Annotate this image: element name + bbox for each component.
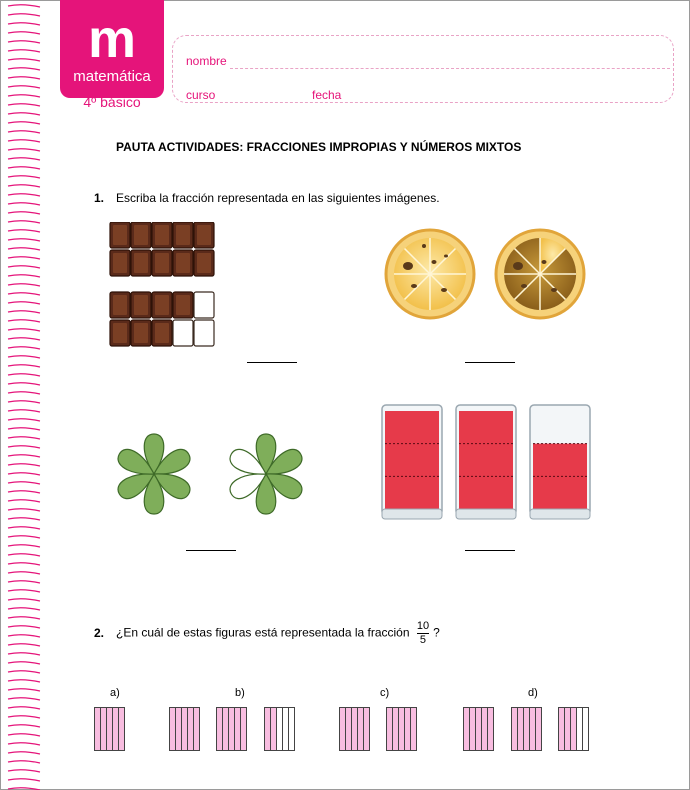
chocolate-piece-highlight <box>155 225 169 245</box>
margin-stroke <box>8 212 40 214</box>
margin-stroke <box>8 437 40 439</box>
margin-stroke <box>8 626 40 628</box>
margin-stroke <box>8 5 40 7</box>
bar-segment <box>364 708 369 750</box>
margin-stroke <box>8 653 40 655</box>
option-c-label: c) <box>380 687 390 699</box>
chocolate-piece-highlight <box>155 323 169 343</box>
answer-blank-glasses[interactable] <box>465 550 515 551</box>
margin-stroke <box>8 680 40 682</box>
margin-stroke <box>8 158 40 160</box>
margin-stroke <box>8 779 40 781</box>
bar-segment <box>488 708 493 750</box>
margin-stroke <box>8 275 40 277</box>
margin-stroke <box>8 356 40 358</box>
question-1-number: 1. <box>94 191 105 205</box>
margin-stroke <box>8 482 40 484</box>
margin-stroke <box>8 131 40 133</box>
margin-stroke <box>8 581 40 583</box>
chocolate-piece-highlight <box>176 225 190 245</box>
chocolate-piece-highlight <box>113 253 127 273</box>
logo-word: matemática <box>73 68 151 85</box>
margin-stroke <box>8 662 40 664</box>
glass-base <box>530 509 590 519</box>
margin-stroke <box>8 761 40 763</box>
pizzas-image <box>384 226 590 326</box>
fraction-denominator: 5 <box>419 634 427 646</box>
margin-stroke <box>8 707 40 709</box>
margin-stroke <box>8 518 40 520</box>
bar-segment <box>119 708 124 750</box>
bar-segment <box>289 708 294 750</box>
margin-stroke <box>8 266 40 268</box>
chocolate-piece <box>194 292 214 318</box>
margin-stroke <box>8 743 40 745</box>
brand-logo <box>60 0 164 98</box>
margin-stroke <box>8 599 40 601</box>
flower-partial <box>226 434 305 514</box>
margin-stroke <box>8 257 40 259</box>
bar-segment <box>583 708 588 750</box>
option-d-label: d) <box>528 687 538 699</box>
question-2-text: ¿En cuál de estas figuras está representada la fracción <box>116 625 410 640</box>
name-field[interactable] <box>230 68 670 69</box>
course-label: curso <box>186 88 216 102</box>
margin-stroke <box>8 770 40 772</box>
margin-stroke <box>8 545 40 547</box>
logo-letter: m <box>87 9 136 69</box>
name-label: nombre <box>186 54 227 68</box>
margin-stroke <box>8 230 40 232</box>
margin-stroke <box>8 167 40 169</box>
page-title: PAUTA ACTIVIDADES: FRACCIONES IMPROPIAS Y NÚMEROS MIXTOS <box>116 140 522 154</box>
option-b-bar[interactable] <box>169 707 200 751</box>
margin-stroke <box>8 401 40 403</box>
notebook-margin-decoration <box>0 0 50 790</box>
margin-stroke <box>8 293 40 295</box>
option-a-bar[interactable] <box>94 707 125 751</box>
answer-blank-chocolate[interactable] <box>247 362 297 363</box>
glass-2 <box>456 405 516 519</box>
grade-label: 4º básico <box>83 94 141 110</box>
margin-stroke <box>8 473 40 475</box>
margin-stroke <box>8 734 40 736</box>
margin-stroke <box>8 140 40 142</box>
question-2 <box>94 620 440 647</box>
question-2-fraction <box>417 620 429 647</box>
margin-stroke <box>8 536 40 538</box>
date-label: fecha <box>312 88 342 102</box>
margin-stroke <box>8 419 40 421</box>
margin-stroke <box>8 725 40 727</box>
margin-stroke <box>8 239 40 241</box>
margin-stroke <box>8 86 40 88</box>
glass-base <box>382 509 442 519</box>
chocolate-piece-highlight <box>113 323 127 343</box>
option-b-bar[interactable] <box>264 707 295 751</box>
bar-segment <box>241 708 246 750</box>
answer-blank-flowers[interactable] <box>186 550 236 551</box>
chocolate-bar-2 <box>110 292 214 346</box>
margin-stroke <box>8 698 40 700</box>
margin-stroke <box>8 563 40 565</box>
margin-stroke <box>8 77 40 79</box>
margin-stroke <box>8 104 40 106</box>
option-c-bar[interactable] <box>339 707 370 751</box>
chocolate-piece-highlight <box>176 295 190 315</box>
chocolate-piece-highlight <box>134 323 148 343</box>
chocolate-piece-highlight <box>155 253 169 273</box>
margin-stroke <box>8 284 40 286</box>
margin-stroke <box>8 392 40 394</box>
margin-stroke <box>8 509 40 511</box>
margin-stroke <box>8 50 40 52</box>
bar-segment <box>411 708 416 750</box>
margin-stroke <box>8 329 40 331</box>
margin-stroke <box>8 320 40 322</box>
chocolate-piece-highlight <box>134 253 148 273</box>
margin-stroke <box>8 446 40 448</box>
margin-stroke <box>8 428 40 430</box>
margin-stroke <box>8 554 40 556</box>
option-c-bar[interactable] <box>386 707 417 751</box>
margin-stroke <box>8 95 40 97</box>
question-1 <box>94 191 440 205</box>
margin-stroke <box>8 383 40 385</box>
margin-stroke <box>8 491 40 493</box>
bar-segment <box>194 708 199 750</box>
glass-juice <box>385 411 439 509</box>
margin-stroke <box>8 500 40 502</box>
chocolate-piece-highlight <box>113 225 127 245</box>
chocolate-piece-highlight <box>155 295 169 315</box>
question-2-number: 2. <box>94 625 105 640</box>
margin-stroke <box>8 752 40 754</box>
margin-stroke <box>8 248 40 250</box>
margin-stroke <box>8 122 40 124</box>
glass-3 <box>530 405 590 519</box>
margin-stroke <box>8 347 40 349</box>
margin-stroke <box>8 14 40 16</box>
flowers-image <box>106 430 316 520</box>
margin-stroke <box>8 617 40 619</box>
option-b-bar[interactable] <box>216 707 247 751</box>
margin-stroke <box>8 455 40 457</box>
margin-stroke <box>8 590 40 592</box>
question-1-text: Escriba la fracción representada en las siguientes imágenes. <box>116 191 440 205</box>
glass-1 <box>382 405 442 519</box>
fraction-numerator: 10 <box>416 620 430 632</box>
margin-stroke <box>8 59 40 61</box>
chocolate-piece-highlight <box>134 225 148 245</box>
margin-stroke <box>8 311 40 313</box>
student-info-box <box>172 35 674 103</box>
margin-stroke <box>8 176 40 178</box>
answer-blank-pizzas[interactable] <box>465 362 515 363</box>
margin-stroke <box>8 113 40 115</box>
margin-stroke <box>8 149 40 151</box>
margin-stroke <box>8 365 40 367</box>
margin-stroke <box>8 32 40 34</box>
glass-base <box>456 509 516 519</box>
margin-stroke <box>8 572 40 574</box>
chocolate-bars-image <box>108 222 220 350</box>
chocolate-piece <box>194 320 214 346</box>
margin-stroke <box>8 410 40 412</box>
chocolate-piece <box>173 320 193 346</box>
margin-stroke <box>8 464 40 466</box>
margin-stroke <box>8 644 40 646</box>
margin-stroke <box>8 689 40 691</box>
option-d-bar[interactable] <box>463 707 494 751</box>
margin-stroke <box>8 68 40 70</box>
option-b-label: b) <box>235 687 245 699</box>
margin-stroke <box>8 374 40 376</box>
margin-stroke <box>8 527 40 529</box>
margin-stroke <box>8 203 40 205</box>
margin-stroke <box>8 608 40 610</box>
flower-whole <box>114 434 193 514</box>
margin-stroke <box>8 221 40 223</box>
margin-stroke <box>8 194 40 196</box>
margin-stroke <box>8 716 40 718</box>
margin-stroke <box>8 338 40 340</box>
chocolate-piece-highlight <box>176 253 190 273</box>
chocolate-bar-1 <box>110 222 214 276</box>
glass-juice <box>459 411 513 509</box>
bar-segment <box>536 708 541 750</box>
margin-stroke <box>8 635 40 637</box>
chocolate-piece-highlight <box>197 253 211 273</box>
margin-stroke <box>8 23 40 25</box>
margin-stroke <box>8 185 40 187</box>
option-d-bar[interactable] <box>511 707 542 751</box>
margin-stroke <box>8 41 40 43</box>
glasses-image <box>378 403 598 528</box>
margin-stroke <box>8 302 40 304</box>
chocolate-piece-highlight <box>113 295 127 315</box>
chocolate-piece-highlight <box>197 225 211 245</box>
chocolate-piece-highlight <box>134 295 148 315</box>
option-a-label: a) <box>110 687 120 699</box>
margin-stroke <box>8 671 40 673</box>
question-2-suffix: ? <box>433 625 440 640</box>
option-d-bar[interactable] <box>558 707 589 751</box>
